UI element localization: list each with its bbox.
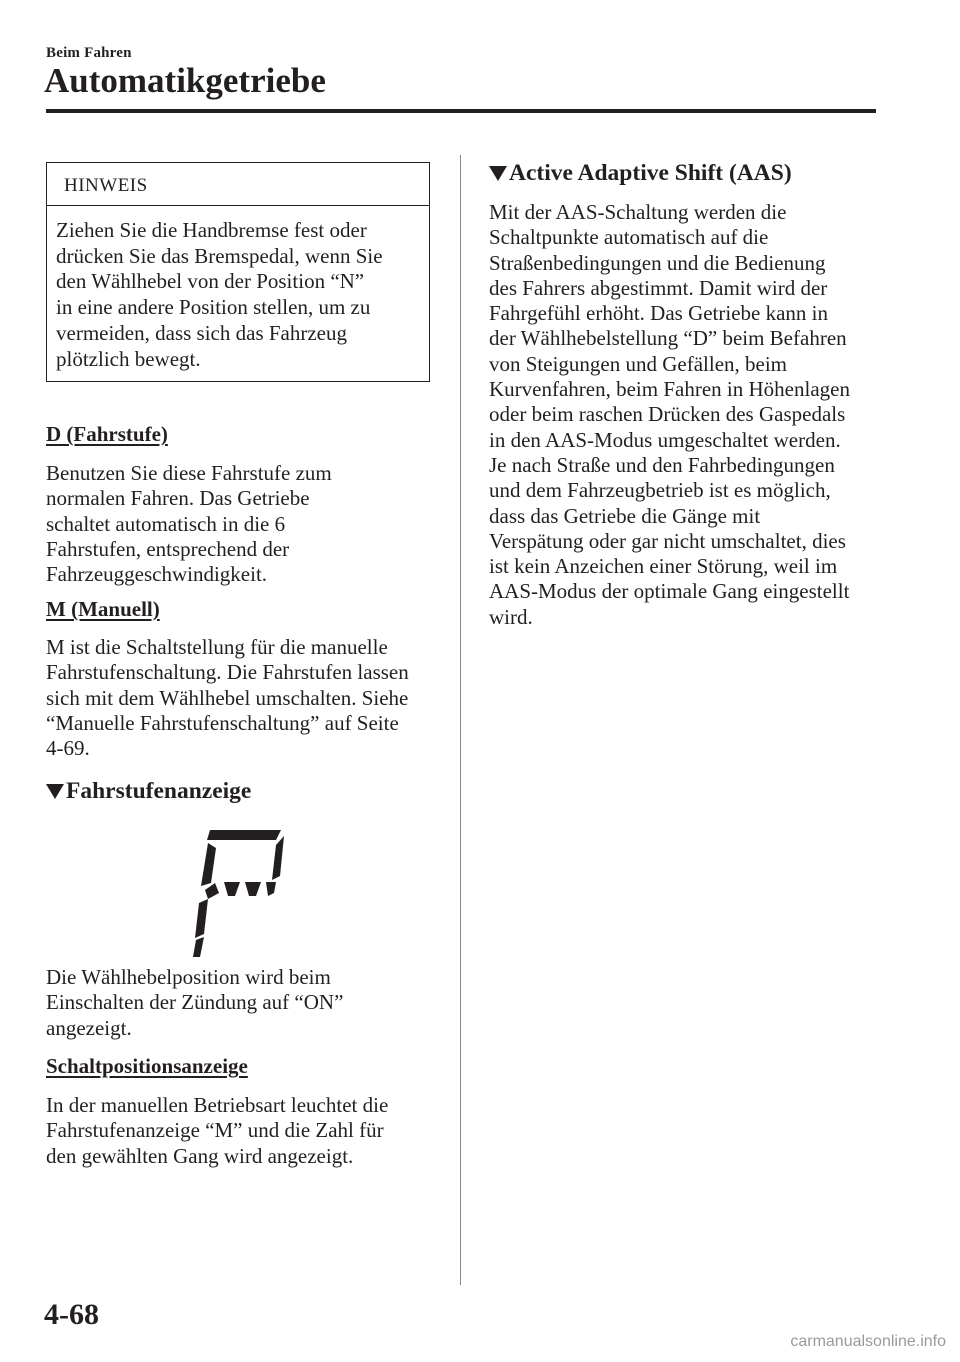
- indicator-heading-text: Fahrstufenanzeige: [66, 778, 252, 804]
- aas-line: des Fahrers abgestimmt. Damit wird der: [489, 275, 828, 300]
- aas-line: wird.: [489, 604, 533, 629]
- indicator-caption: [46, 965, 446, 1041]
- triangle-bullet-icon: [489, 166, 507, 181]
- note-line: vermeiden, dass sich das Fahrzeug: [56, 320, 347, 345]
- note-box: [46, 162, 430, 382]
- note-line: drücken Sie das Bremspedal, wenn Sie: [56, 243, 383, 268]
- m-line: Fahrstufenschaltung. Die Fahrstufen lassen: [46, 660, 409, 685]
- d-line: schaltet automatisch in die 6: [46, 511, 286, 536]
- m-section-title: M (Manuell): [46, 597, 160, 621]
- note-line: den Wählhebel von der Position “N”: [56, 269, 365, 294]
- m-line: sich mit dem Wählhebel umschalten. Siehe: [46, 685, 409, 710]
- shift-display-title: Schaltpositionsanzeige: [46, 1054, 248, 1078]
- header-rule: [46, 109, 876, 113]
- d-line: Fahrstufen, entsprechend der: [46, 536, 290, 561]
- aas-line: Fahrgefühl erhöht. Das Getriebe kann in: [489, 301, 829, 326]
- m-line: 4-69.: [46, 736, 90, 761]
- page-number: 4-68: [44, 1298, 99, 1331]
- aas-line: von Steigungen und Gefällen, beim: [489, 351, 788, 376]
- aas-heading-text: Active Adaptive Shift (AAS): [509, 160, 792, 186]
- d-section-title: D (Fahrstufe): [46, 422, 168, 446]
- note-text: [56, 218, 426, 372]
- note-line: plötzlich bewegt.: [56, 346, 201, 371]
- p-gear-display-icon: [188, 826, 292, 962]
- aas-line: Kurvenfahren, beim Fahren in Höhenlagen: [489, 377, 850, 402]
- shift-line: In der manuellen Betriebsart leuchtet die: [46, 1093, 389, 1117]
- d-line: Benutzen Sie diese Fahrstufe zum: [46, 461, 332, 485]
- d-line: Fahrzeuggeschwindigkeit.: [46, 562, 268, 587]
- m-section-text: [46, 635, 451, 761]
- d-section-text: [46, 461, 446, 587]
- aas-line: Je nach Straße und den Fahrbedingungen: [489, 452, 835, 477]
- aas-text: [489, 200, 889, 630]
- shift-display-text: [46, 1093, 451, 1169]
- aas-line: Mit der AAS-Schaltung werden die: [489, 200, 787, 224]
- note-title: HINWEIS: [64, 175, 148, 196]
- chapter-title: Automatikgetriebe: [44, 61, 326, 100]
- m-line: “Manuelle Fahrstufenschaltung” auf Seite: [46, 710, 399, 735]
- aas-line: Schaltpunkte automatisch auf die: [489, 225, 769, 250]
- aas-heading: [489, 160, 792, 187]
- caption-line: angezeigt.: [46, 1015, 132, 1040]
- aas-line: in den AAS-Modus umgeschaltet werden.: [489, 427, 841, 452]
- aas-line: ist kein Anzeichen einer Störung, weil im: [489, 554, 838, 579]
- aas-line: und dem Fahrzeugbetrieb ist es möglich,: [489, 478, 831, 503]
- caption-line: Einschalten der Zündung auf “ON”: [46, 990, 344, 1015]
- note-divider: [47, 205, 429, 206]
- column-divider: [460, 155, 461, 1285]
- aas-line: Straßenbedingungen und die Bedienung: [489, 250, 826, 275]
- shift-line: den gewählten Gang wird angezeigt.: [46, 1143, 354, 1168]
- aas-line: oder beim raschen Drücken des Gaspedals: [489, 402, 846, 427]
- caption-line: Die Wählhebelposition wird beim: [46, 965, 331, 989]
- note-line: in eine andere Position stellen, um zu: [56, 295, 371, 320]
- m-line: M ist die Schaltstellung für die manuelle: [46, 635, 388, 659]
- indicator-heading: [46, 778, 251, 805]
- aas-line: dass das Getriebe die Gänge mit: [489, 503, 761, 528]
- shift-line: Fahrstufenanzeige “M” und die Zahl für: [46, 1118, 384, 1143]
- note-line: Ziehen Sie die Handbremse fest oder: [56, 218, 367, 242]
- triangle-bullet-icon: [46, 784, 64, 799]
- aas-line: AAS-Modus der optimale Gang eingestellt: [489, 579, 850, 604]
- section-label: Beim Fahren: [46, 45, 132, 61]
- aas-line: Verspätung oder gar nicht umschaltet, dies: [489, 528, 846, 553]
- watermark[interactable]: carmanualsonline.info: [790, 1333, 946, 1350]
- d-line: normalen Fahren. Das Getriebe: [46, 486, 310, 511]
- aas-line: der Wählhebelstellung “D” beim Befahren: [489, 326, 847, 351]
